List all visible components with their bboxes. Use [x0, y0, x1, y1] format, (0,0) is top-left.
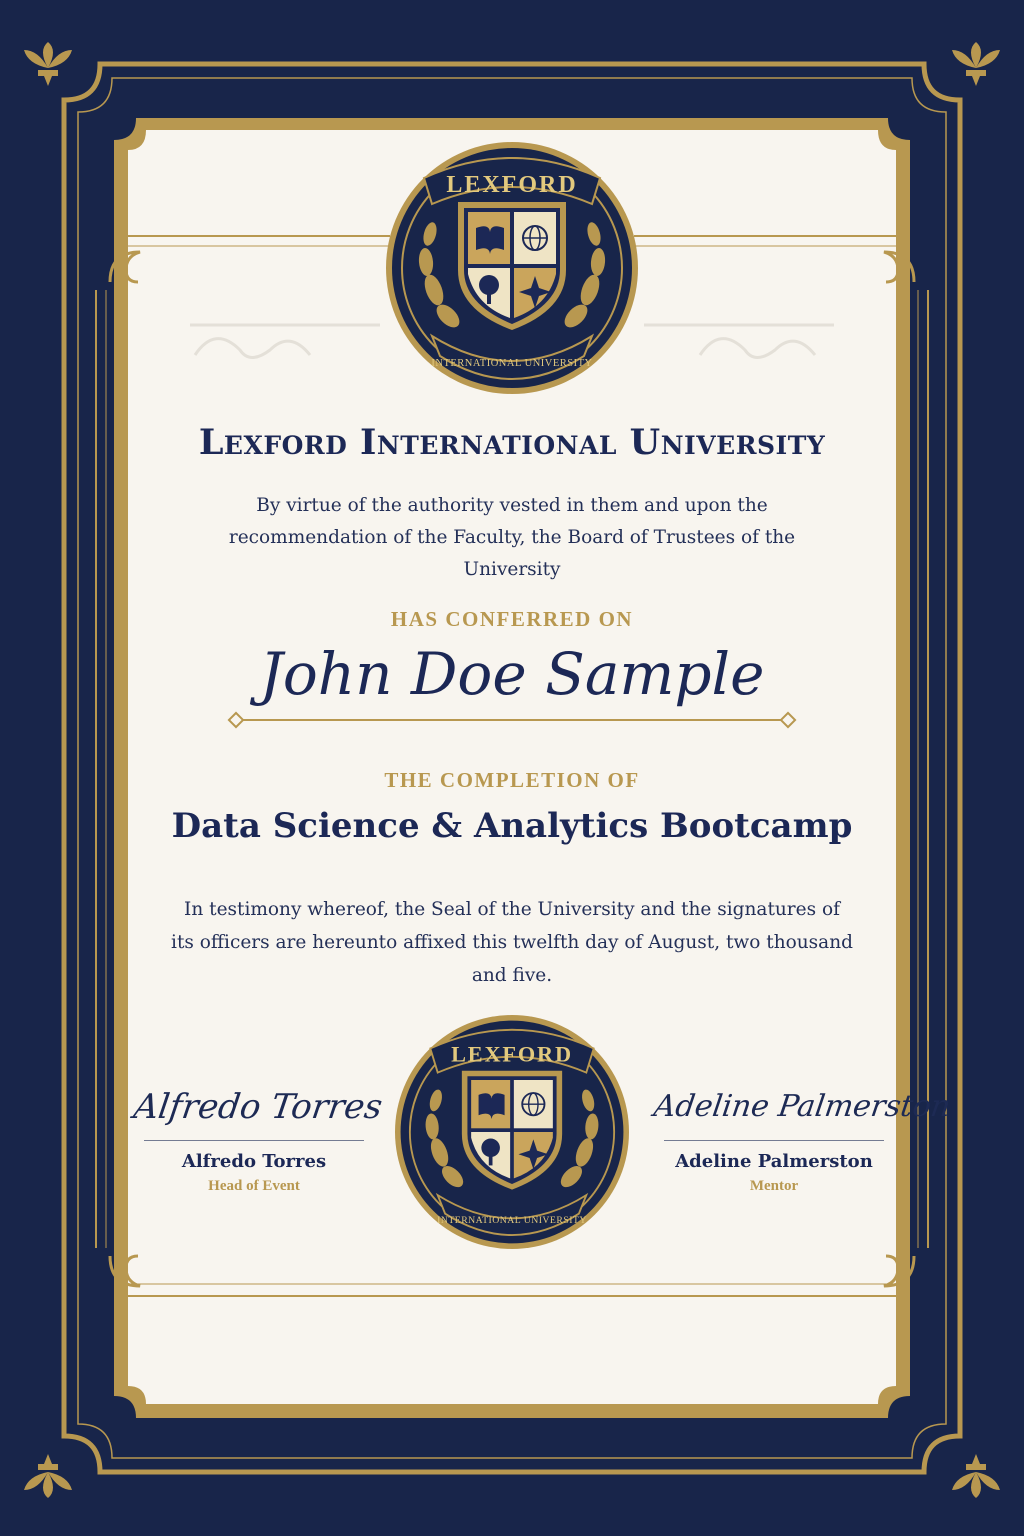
- seal-bottom-text: INTERNATIONAL UNIVERSITY: [431, 358, 593, 369]
- university-title: Lexford International University: [198, 422, 826, 463]
- signature-line: [664, 1140, 884, 1141]
- signatory-role: Head of Event: [208, 1178, 300, 1194]
- signature-script: Adeline Palmerston: [651, 1089, 953, 1124]
- signature-block-right: [651, 1080, 953, 1195]
- conferred-label: HAS CONFERRED ON: [390, 607, 634, 631]
- seal-bottom-text: INTERNATIONAL UNIVERSITY: [437, 1215, 587, 1226]
- authority-text: By virtue of the authority vested in them and upon the recommendation of the Faculty, the Board of Trustees of the University: [228, 495, 796, 580]
- seal-top-text: LEXFORD: [446, 172, 578, 198]
- university-seal-bottom: [382, 1012, 642, 1252]
- signature-block-left: [131, 1080, 385, 1195]
- signatory-name: Alfredo Torres: [181, 1151, 327, 1172]
- signature-script: Alfredo Torres: [131, 1087, 385, 1127]
- program-title: Data Science & Analytics Bootcamp: [171, 806, 853, 846]
- completion-label: THE COMPLETION OF: [384, 768, 640, 792]
- university-seal-top: [372, 140, 652, 396]
- seal-top-text: LEXFORD: [451, 1041, 573, 1067]
- signatory-role: Mentor: [749, 1178, 799, 1194]
- signature-line: [144, 1140, 364, 1141]
- recipient-name: John Doe Sample: [259, 640, 765, 708]
- signatory-name: Adeline Palmerston: [675, 1151, 873, 1172]
- testimony-text: In testimony whereof, the Seal of the University and the signatures of its officers are hereunto affixed this twelfth day of August, two thousand and five.: [171, 899, 853, 986]
